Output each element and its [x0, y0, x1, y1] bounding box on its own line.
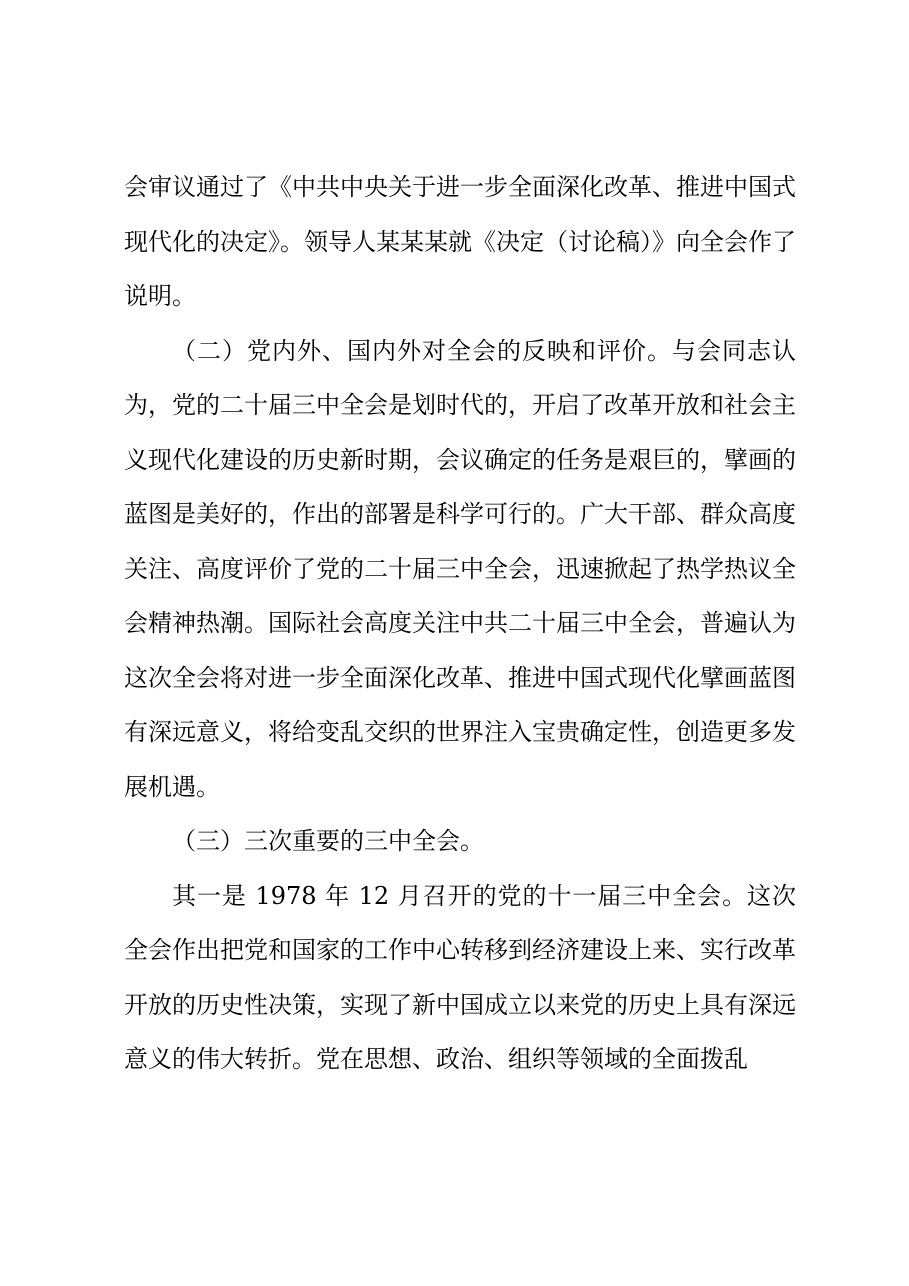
paragraph-first-plenum: 其一是 1978 年 12 月召开的党的十一届三中全会。这次全会作出把党和国家的工作中心转移到经济建设上来、实行改革开放的历史性决策，实现了新中国成立以来党的历史上具有深远意义的伟大转折。党在思想、政治、组织等领域的全面拨乱 — [124, 881, 796, 1073]
paragraph-continuation: 会审议通过了《中共中央关于进一步全面深化改革、推进中国式现代化的决定》。领导人某某某就《决定（讨论稿）》向全会作了说明。 — [124, 173, 796, 310]
paragraph-section-three-heading: （三）三次重要的三中全会。 — [172, 827, 484, 855]
paragraph-section-two: （二）党内外、国内外对全会的反映和评价。与会同志认为，党的二十届三中全会是划时代的，开启了改革开放和社会主义现代化建设的历史新时期，会议确定的任务是艰巨的，擘画的蓝图是美好的，作出的部署是科学可行的。广大干部、群众高度关注、高度评价了党的二十届三中全会，迅速掀起了热学热议全会精神热潮。国际社会高度关注中共二十届三中全会，普遍认为这次全会将对进一步全面深化改革、推进中国式现代化擘画蓝图有深远意义，将给变乱交织的世界注入宝贵确定性，创造更多发展机遇。 — [124, 336, 796, 801]
document-body — [124, 160, 796, 1087]
